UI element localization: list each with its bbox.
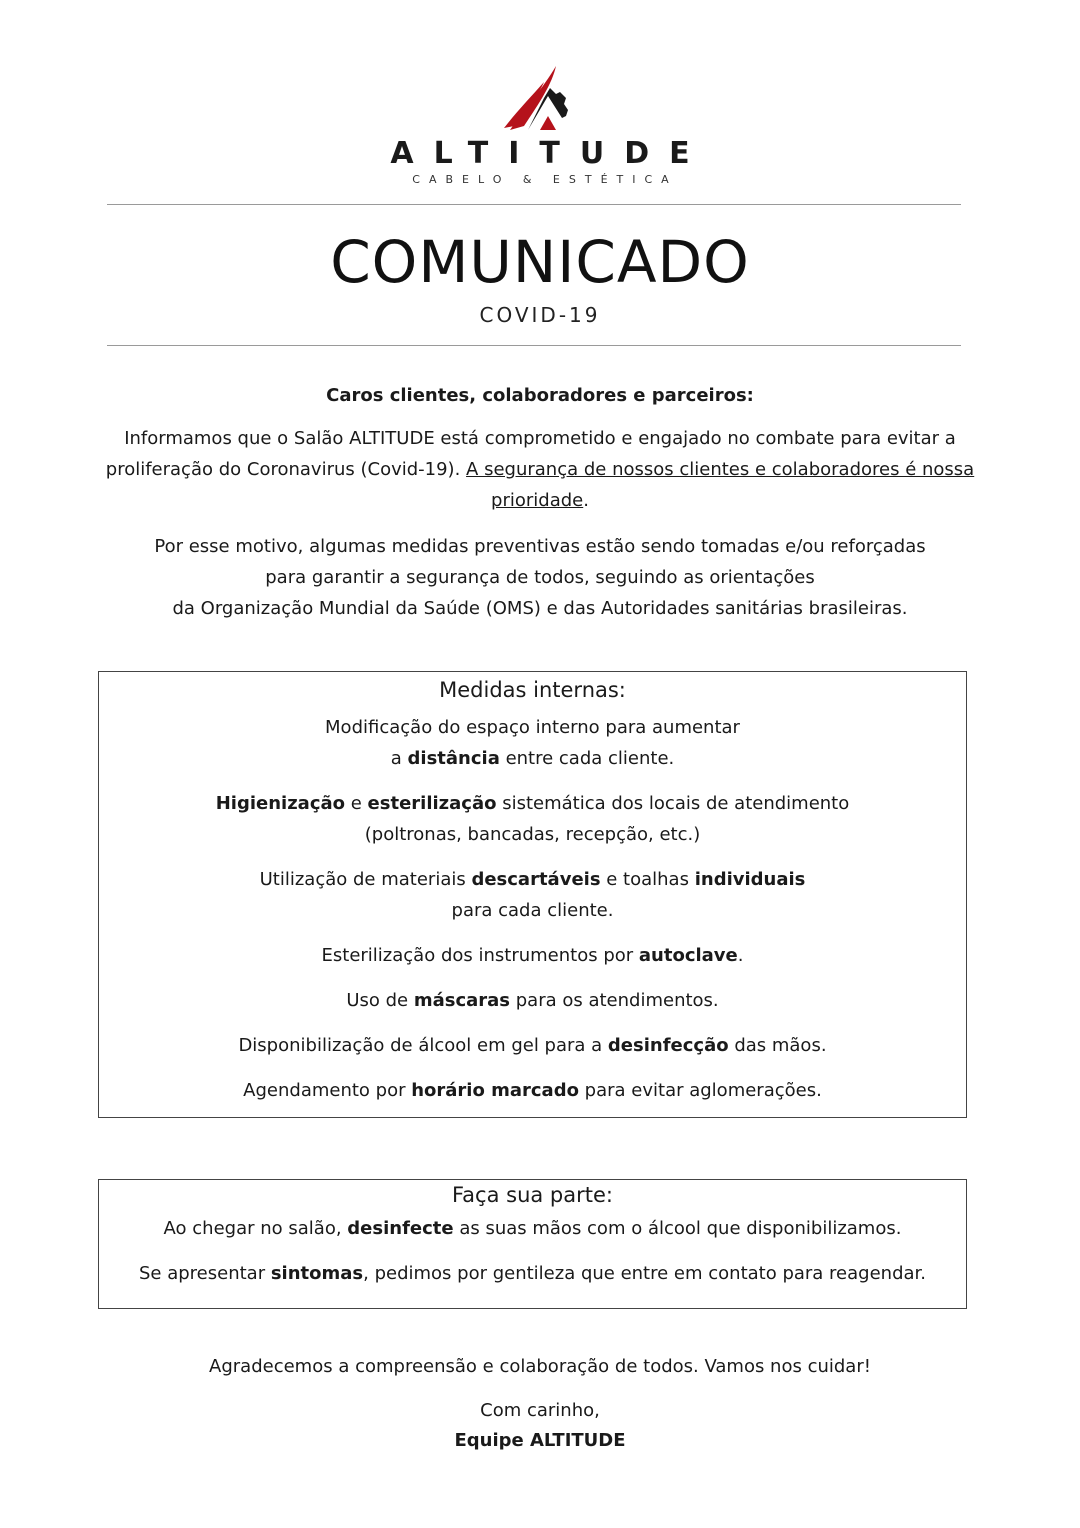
measure-item: Uso de máscaras para os atendimentos. [346, 990, 719, 1011]
internal-measures-box [98, 671, 967, 1118]
measure-item: Utilização de materiais descartáveis e toalhas individuais para cada cliente. [259, 869, 806, 921]
signoff-text: Com carinho, [480, 1400, 600, 1421]
mountain-face-logo-icon [500, 60, 580, 132]
brand-tagline: CABELO & ESTÉTICA [412, 173, 678, 186]
your-part-item: Se apresentar sintomas, pedimos por gentileza que entre em contato para reagendar. [139, 1263, 926, 1284]
measure-item: Higienização e esterilização sistemática dos locais de atendimento (poltronas, bancadas, recepção, etc.) [215, 793, 850, 845]
your-part-item: Ao chegar no salão, desinfecte as suas mãos com o álcool que disponibilizamos. [163, 1218, 902, 1239]
priority-statement: A segurança de nossos clientes e colaboradores é nossa prioridade [466, 459, 975, 511]
internal-measures-heading: Medidas internas: [439, 678, 626, 702]
measure-item: Agendamento por horário marcado para evitar aglomerações. [243, 1080, 822, 1101]
your-part-heading: Faça sua parte: [452, 1183, 613, 1207]
measure-item: Disponibilização de álcool em gel para a desinfecção das mãos. [238, 1035, 827, 1056]
measure-item: Modificação do espaço interno para aumentar a distância entre cada cliente. [325, 717, 740, 769]
brand-name: ALTITUDE [390, 136, 710, 171]
greeting: Caros clientes, colaboradores e parceiros: [326, 385, 754, 406]
divider-top [107, 204, 961, 205]
team-signature: Equipe ALTITUDE [454, 1430, 626, 1451]
intro-paragraph-2: Por esse motivo, algumas medidas preventivas estão sendo tomadas e/ou reforçadas para garantir a segurança de todos, seguindo as orientações da Organização Mundial da Saúde (OMS) e das Autoridades sanitárias brasileiras. [154, 536, 926, 619]
thanks-text: Agradecemos a compreensão e colaboração de todos. Vamos nos cuidar! [209, 1356, 871, 1377]
page-subtitle: COVID-19 [479, 303, 601, 327]
logo [0, 60, 1080, 186]
closing-section [0, 1352, 1080, 1470]
measure-item: Esterilização dos instrumentos por autoclave. [321, 945, 744, 966]
intro-paragraph-1: Informamos que o Salão ALTITUDE está comprometido e engajado no combate para evitar a proliferação do Coronavirus (Covid-19). A segurança de nossos clientes e colaboradores é nossa prioridade. [105, 428, 975, 511]
divider-bottom [107, 345, 961, 346]
your-part-box [98, 1179, 967, 1309]
intro-section [90, 380, 990, 639]
page-title: COMUNICADO [330, 228, 750, 296]
